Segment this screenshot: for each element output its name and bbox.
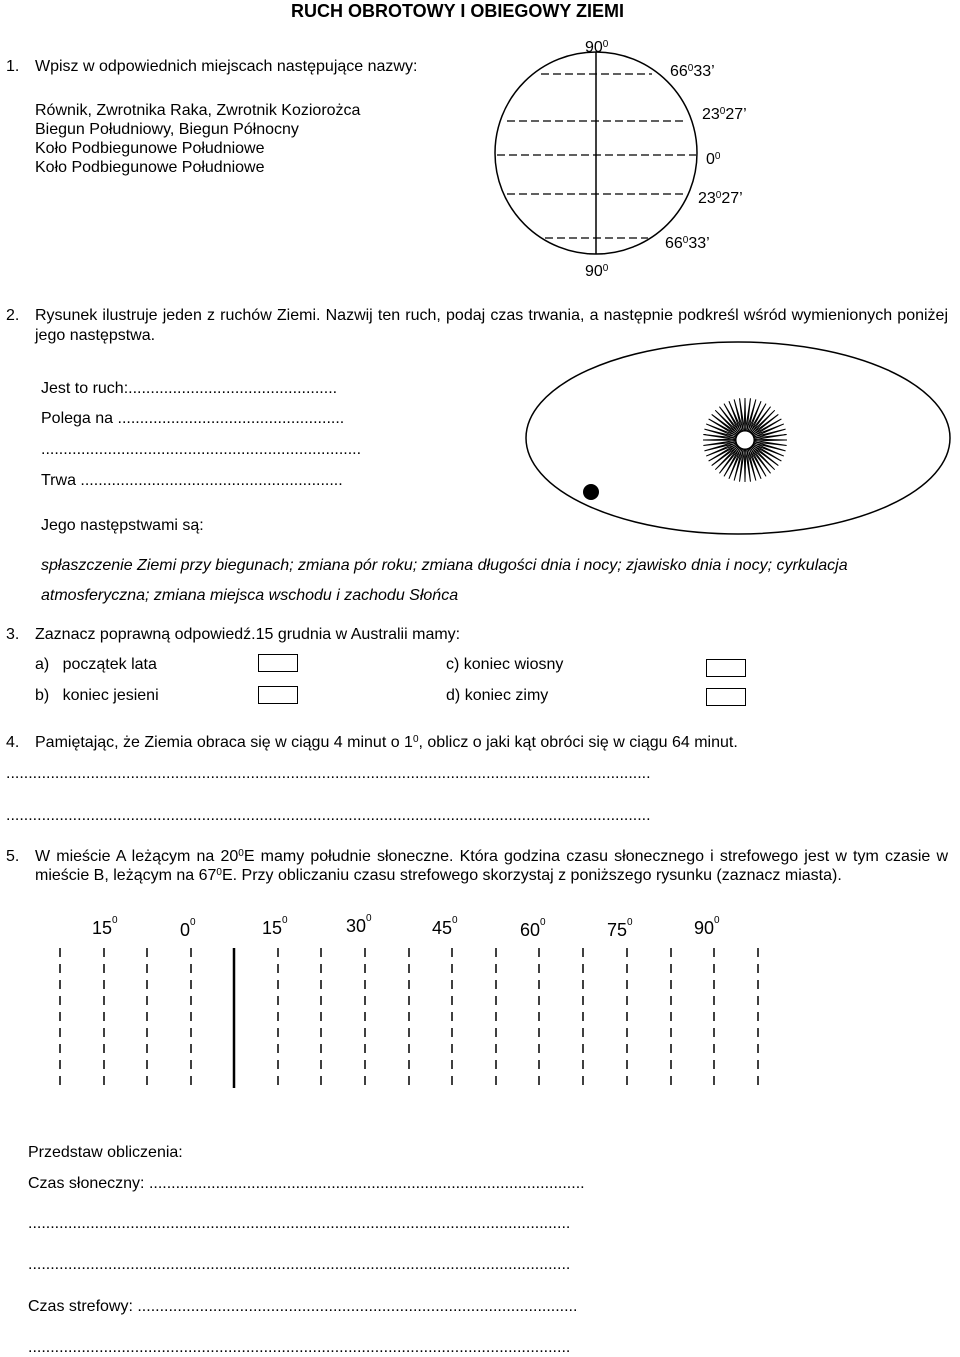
sun-icon [703,398,787,482]
q3-option-c: c) koniec wiosny [446,656,564,673]
q5-answer-line-3[interactable]: .......................................................................................................................... [28,1339,571,1356]
q3-option-d: d) koniec zimy [446,687,549,704]
meridian-label: $45^0$ [432,915,458,938]
q1-names-line-4: Koło Podbiegunowe Południowe [35,159,265,176]
sun-ray [744,398,746,431]
q5-instruction: W mieście A leżącym na $20^0E$ mamy południe słoneczne. Która godzina czasu słonecznego i strefowego jest w tym czasie w mieście B, leżącym na $67^0E$. Przy obliczaniu czasu strefowego skorzystaj z poniższego rysunku (zaznacz miasta). [35,848,948,884]
q1-names-line-3: Koło Podbiegunowe Południowe [35,140,265,157]
q3-option-b: b) koniec jesieni [35,687,159,704]
meridian-label: $0^0$ [180,917,196,940]
q2-line-movement: Jest to ruch:............................................... [41,380,338,397]
q4-answer-line-2[interactable]: ................................................................................................................................................. [6,807,651,824]
label-lat-23-south: $23^027$’ [698,190,743,207]
q2-consequences-line-2: atmosferyczna; zmiana miejsca wschodu i zachodu Słońca [41,587,459,604]
meridian-label: $30^0$ [346,913,372,936]
meridian-label: $60^0$ [520,917,546,940]
q2-number: 2. [6,307,20,324]
earth-icon [583,484,599,500]
q5-solar-time-line[interactable]: Czas słoneczny: .................................................................................................. [28,1175,585,1192]
q4-number: 4. [6,734,20,751]
meridian-label: $75^0$ [607,917,633,940]
meridian-label: $90^0$ [694,915,720,938]
label-equator: $0^0$ [706,151,721,168]
q1-instruction: Wpisz w odpowiednich miejscach następujące nazwy: [35,58,418,75]
sun-core [736,431,754,449]
meridian-label: $15^0$ [92,915,118,938]
q3-option-a: a) początek lata [35,656,157,673]
q2-consequences-label: Jego następstwami są: [41,517,204,534]
q1-number: 1. [6,58,20,75]
q3-checkbox-d[interactable] [706,688,746,706]
q3-number: 3. [6,626,20,643]
page-title: RUCH OBROTOWY I OBIEGOWY ZIEMI [291,1,625,21]
q2-consequences-line-1: spłaszczenie Ziemi przy biegunach; zmiana pór roku; zmiana długości dnia i nocy; zjawisko dnia i nocy; cyrkulacja [41,557,848,574]
q3-checkbox-a[interactable] [258,654,298,672]
label-lat-23-north: $23^027$’ [702,106,747,123]
sun-ray [703,439,736,441]
q2-line-description: Polega na ................................................... [41,410,345,427]
q1-names-line-1: Równik, Zwrotnika Raka, Zwrotnik Koziorożca [35,102,361,119]
q3-checkbox-b[interactable] [258,686,298,704]
label-lat-66-south: $66^033$’ [665,235,710,252]
meridian-lines [60,948,758,1088]
sun-ray [744,449,746,482]
q3-checkbox-c[interactable] [706,659,746,677]
q5-answer-line-2[interactable]: .......................................................................................................................... [28,1256,571,1273]
sun-ray [754,439,787,441]
q2-line-duration: Trwa ........................................................... [41,472,343,489]
q2-instruction: Rysunek ilustruje jeden z ruchów Ziemi. Nazwij ten ruch, podaj czas trwania, a następnie podkreśl wśród wymienionych poniżej jego następstwa. [35,307,948,344]
label-pole-north: $90^0$ [585,39,609,56]
q5-calc-label: Przedstaw obliczenia: [28,1144,183,1161]
q4-answer-line-1[interactable]: ................................................................................................................................................. [6,765,651,782]
label-pole-south: $90^0$ [585,263,609,280]
q5-number: 5. [6,848,20,865]
q1-names-line-2: Biegun Południowy, Biegun Północny [35,121,299,138]
q3-instruction: Zaznacz poprawną odpowiedź.15 grudnia w Australii mamy: [35,626,461,643]
q5-answer-line-1[interactable]: .......................................................................................................................... [28,1215,571,1232]
meridian-label: $15^0$ [262,915,288,938]
q4-instruction: Pamiętając, że Ziemia obraca się w ciągu 4 minut o $1^0$, oblicz o jaki kąt obróci się w ciągu 64 minut. [35,734,738,751]
label-lat-66-north: $66^033$’ [670,63,715,80]
q5-zone-time-line[interactable]: Czas strefowy: ................................................................................................... [28,1298,578,1315]
q2-line-description-cont: ........................................................................ [41,441,362,458]
